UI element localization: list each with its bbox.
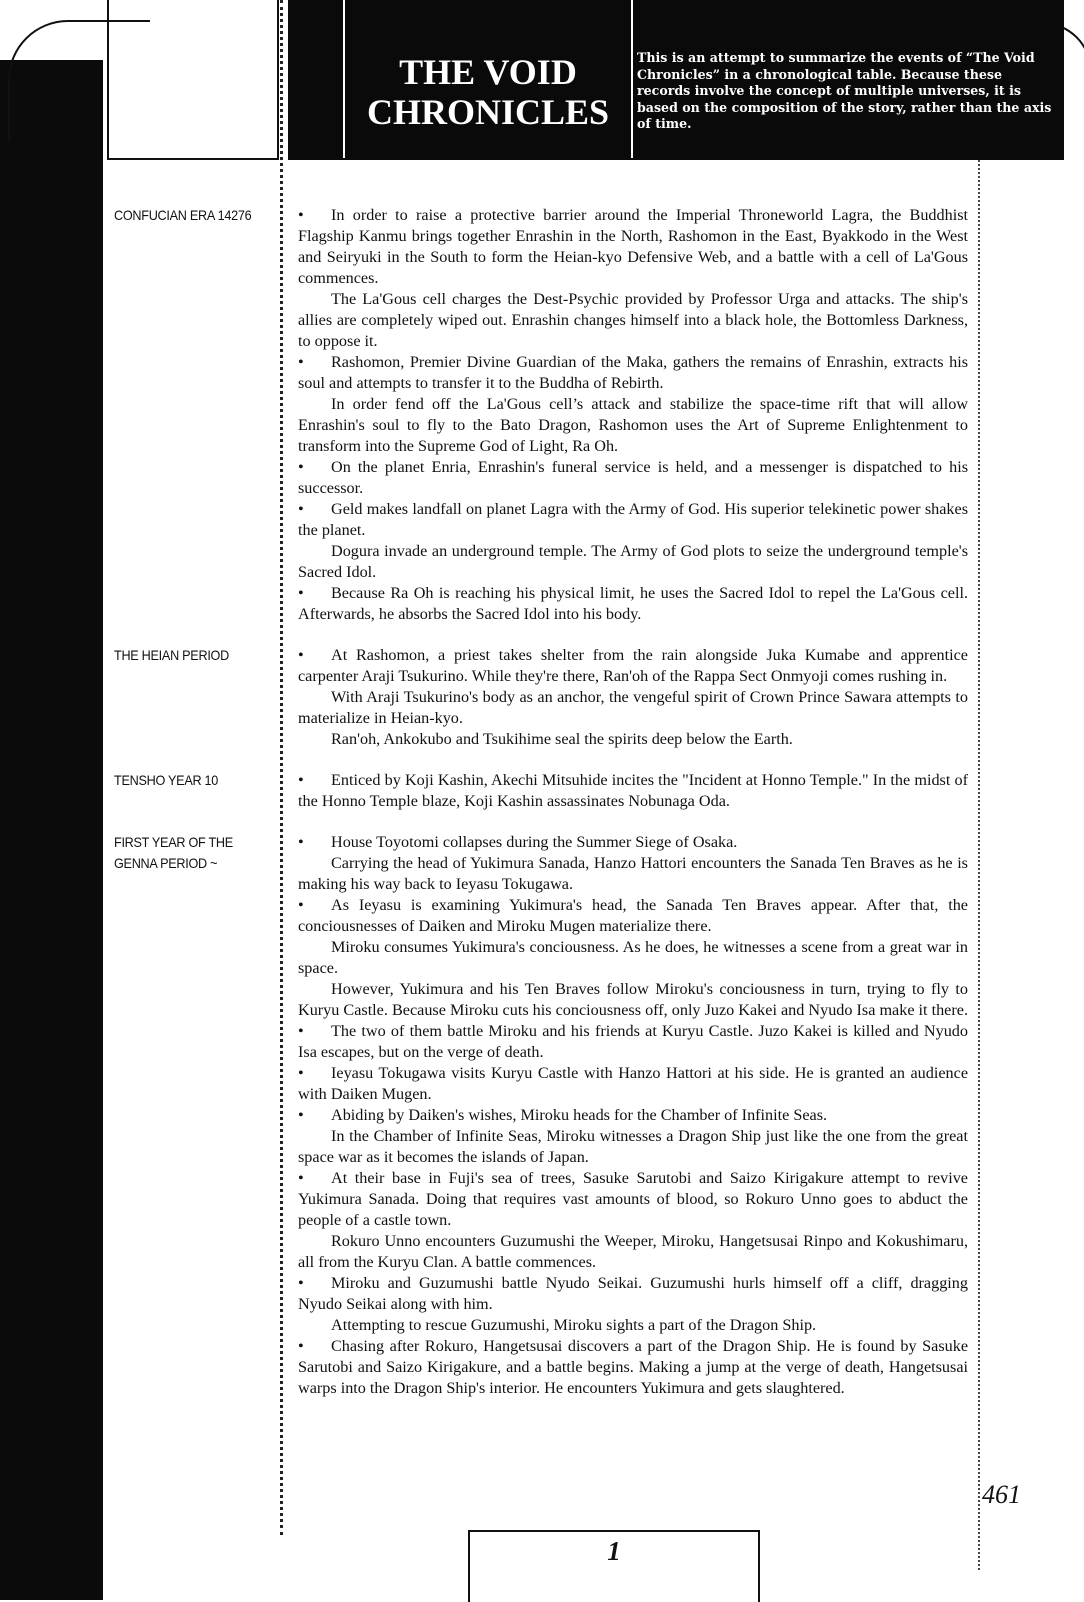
- continuation-paragraph: [298, 979, 968, 1021]
- bullet-paragraph: [298, 832, 968, 853]
- paragraph-text: Rokuro Unno encounters Guzumushi the Weeper, Miroku, Hangetsusai Rinpo and Kokushimaru, all from the Kuryu Clan. A battle commences.: [298, 1232, 968, 1271]
- bullet-icon: •: [298, 1064, 304, 1082]
- bullet-icon: •: [298, 1106, 304, 1124]
- bullet-icon: •: [298, 771, 304, 789]
- paragraph-text: Geld makes landfall on planet Lagra with the Army of God. His superior telekinetic power shakes the planet.: [298, 500, 968, 539]
- bullet-icon: •: [298, 353, 304, 371]
- bullet-icon: •: [298, 1169, 304, 1187]
- paragraph-text: Because Ra Oh is reaching his physical limit, he uses the Sacred Idol to repel the La'Gous cell. Afterwards, he absorbs the Sacred Idol into his body.: [298, 584, 968, 623]
- bullet-paragraph: [298, 1105, 968, 1126]
- paragraph-text: As Ieyasu is examining Yukimura's head, the Sanada Ten Braves appear. After that, the conciousnesses of Daiken and Miroku Mugen materialize there.: [298, 896, 968, 935]
- page-title: [345, 52, 631, 132]
- right-dotted-divider: [978, 160, 980, 1570]
- continuation-paragraph: [298, 1231, 968, 1273]
- era-label: TENSHO YEAR 10: [114, 773, 219, 788]
- chronology-entry: [114, 645, 968, 750]
- continuation-paragraph: [298, 1315, 968, 1336]
- bullet-icon: •: [298, 500, 304, 518]
- paragraph-text: Abiding by Daiken's wishes, Miroku heads for the Chamber of Infinite Seas.: [331, 1106, 828, 1124]
- era-label: THE HEIAN PERIOD: [114, 648, 229, 663]
- entry-body: [298, 645, 968, 750]
- bullet-icon: •: [298, 1337, 304, 1355]
- footer-number: 1: [607, 1536, 621, 1566]
- era-label: FIRST YEAR OF THE GENNA PERIOD ~: [114, 835, 233, 871]
- bullet-paragraph: [298, 1021, 968, 1063]
- paragraph-text: Ieyasu Tokugawa visits Kuryu Castle with Hanzo Hattori at his side. He is granted an audience with Daiken Mugen.: [298, 1064, 968, 1103]
- bullet-paragraph: [298, 895, 968, 937]
- paragraph-text: At Rashomon, a priest takes shelter from the rain alongside Juka Kumabe and apprentice carpenter Araji Tsukurino. While they're there, Ran'oh of the Rappa Sect Onmyoji comes rushing in.: [298, 646, 968, 685]
- footer-tab: [468, 1530, 760, 1602]
- paragraph-text: Miroku consumes Yukimura's conciousness. As he does, he witnesses a scene from a great war in space.: [298, 938, 968, 977]
- bullet-icon: •: [298, 646, 304, 664]
- bullet-paragraph: [298, 1063, 968, 1105]
- continuation-paragraph: [298, 289, 968, 352]
- intro-text: This is an attempt to summarize the events of “The Void Chronicles” in a chronological table. Because these records involve the concept of multiple universes, it is based on the composition of the story, rather than the axis of time.: [637, 50, 1052, 131]
- paragraph-text: With Araji Tsukurino's body as an anchor, the vengeful spirit of Crown Prince Sawara attempts to materialize in Heian-kyo.: [298, 688, 968, 727]
- continuation-paragraph: [298, 1126, 968, 1168]
- bullet-icon: •: [298, 896, 304, 914]
- continuation-paragraph: [298, 937, 968, 979]
- bullet-icon: •: [298, 458, 304, 476]
- entry-body: [298, 832, 968, 1399]
- paragraph-text: In the Chamber of Infinite Seas, Miroku witnesses a Dragon Ship just like the one from the great space war as it becomes the islands of Japan.: [298, 1127, 968, 1166]
- continuation-paragraph: [298, 853, 968, 895]
- bullet-icon: •: [298, 1022, 304, 1040]
- chronology-list: [114, 205, 968, 1419]
- bullet-paragraph: [298, 457, 968, 499]
- bullet-paragraph: [298, 583, 968, 625]
- bullet-paragraph: [298, 1336, 968, 1399]
- paragraph-text: Miroku and Guzumushi battle Nyudo Seikai. Guzumushi hurls himself off a cliff, dragging Nyudo Seikai along with him.: [298, 1274, 968, 1313]
- paragraph-text: In order to raise a protective barrier around the Imperial Throneworld Lagra, the Buddhist Flagship Kanmu brings together Enrashin in the North, Rashomon in the East, Byakkodo in the West and Seiryuki in the South to form the Heian-kyo Defensive Web, and a battle with a cell of La'Gous commences.: [298, 206, 968, 287]
- paragraph-text: Dogura invade an underground temple. The Army of God plots to seize the underground temple's Sacred Idol.: [298, 542, 968, 581]
- paragraph-text: In order fend off the La'Gous cell’s attack and stabilize the space-time rift that will allow Enrashin's soul to fly to the Bato Dragon, Rashomon uses the Art of Supreme Enlightenment to transform into the Supreme God of Light, Ra Oh.: [298, 395, 968, 455]
- header-left-box: [107, 0, 279, 160]
- bullet-paragraph: [298, 1168, 968, 1231]
- paragraph-text: On the planet Enria, Enrashin's funeral service is held, and a messenger is dispatched to his successor.: [298, 458, 968, 497]
- paragraph-text: Attempting to rescue Guzumushi, Miroku sights a part of the Dragon Ship.: [331, 1316, 817, 1334]
- bullet-paragraph: [298, 352, 968, 394]
- paragraph-text: Ran'oh, Ankokubo and Tsukihime seal the spirits deep below the Earth.: [331, 730, 793, 748]
- paragraph-text: At their base in Fuji's sea of trees, Sasuke Sarutobi and Saizo Kirigakure attempt to revive Yukimura Sanada. Doing that requires vast amounts of blood, so Rokuro Unno goes to abduct the people of a castle town.: [298, 1169, 968, 1229]
- paragraph-text: Enticed by Koji Kashin, Akechi Mitsuhide incites the "Incident at Honno Temple." In the midst of the Honno Temple blaze, Koji Kashin assassinates Nobunaga Oda.: [298, 771, 968, 810]
- continuation-paragraph: [298, 687, 968, 729]
- chronology-entry: [114, 205, 968, 625]
- bullet-icon: •: [298, 584, 304, 602]
- header-banner: [288, 0, 1064, 160]
- paragraph-text: Carrying the head of Yukimura Sanada, Hanzo Hattori encounters the Sanada Ten Braves as he is making his way back to Ieyasu Tokugawa.: [298, 854, 968, 893]
- bullet-paragraph: [298, 645, 968, 687]
- bullet-paragraph: [298, 770, 968, 812]
- bullet-icon: •: [298, 1274, 304, 1292]
- paragraph-text: Rashomon, Premier Divine Guardian of the Maka, gathers the remains of Enrashin, extracts his soul and attempts to transfer it to the Buddha of Rebirth.: [298, 353, 968, 392]
- bullet-paragraph: [298, 499, 968, 541]
- era-label: CONFUCIAN ERA 14276: [114, 208, 252, 223]
- bullet-paragraph: [298, 205, 968, 289]
- chronology-entry: [114, 832, 968, 1399]
- title-line-1: THE VOID: [399, 52, 577, 92]
- title-line-2: CHRONICLES: [366, 92, 610, 132]
- paragraph-text: The La'Gous cell charges the Dest-Psychic provided by Professor Urga and attacks. The ship's allies are completely wiped out. Enrashin changes himself into a black hole, the Bottomless Darkness, to oppose it.: [298, 290, 968, 350]
- entry-body: [298, 770, 968, 812]
- paragraph-text: House Toyotomi collapses during the Summer Siege of Osaka.: [331, 833, 738, 851]
- left-black-band: [0, 60, 103, 1600]
- entry-body: [298, 205, 968, 625]
- bullet-icon: •: [298, 833, 304, 851]
- title-box: [343, 0, 633, 158]
- bullet-icon: •: [298, 206, 304, 224]
- page-number: 461: [982, 1480, 1021, 1509]
- paragraph-text: The two of them battle Miroku and his friends at Kuryu Castle. Juzo Kakei is killed and Nyudo Isa escapes, but on the verge of death.: [298, 1022, 968, 1061]
- continuation-paragraph: [298, 541, 968, 583]
- bullet-paragraph: [298, 1273, 968, 1315]
- paragraph-text: Chasing after Rokuro, Hangetsusai discovers a part of the Dragon Ship. He is found by Sasuke Sarutobi and Saizo Kirigakure, and a battle begins. Making a jump at the verge of death, Hangetsusai warps into the Dragon Ship's interior. He encounters Yukimura and gets slaughtered.: [298, 1337, 968, 1397]
- continuation-paragraph: [298, 729, 968, 750]
- paragraph-text: However, Yukimura and his Ten Braves follow Miroku's conciousness in turn, trying to fly to Kuryu Castle. Because Miroku cuts his conciousness off, only Juzo Kakei and Nyudo Isa make it there.: [298, 980, 968, 1019]
- chronology-entry: [114, 770, 968, 812]
- continuation-paragraph: [298, 394, 968, 457]
